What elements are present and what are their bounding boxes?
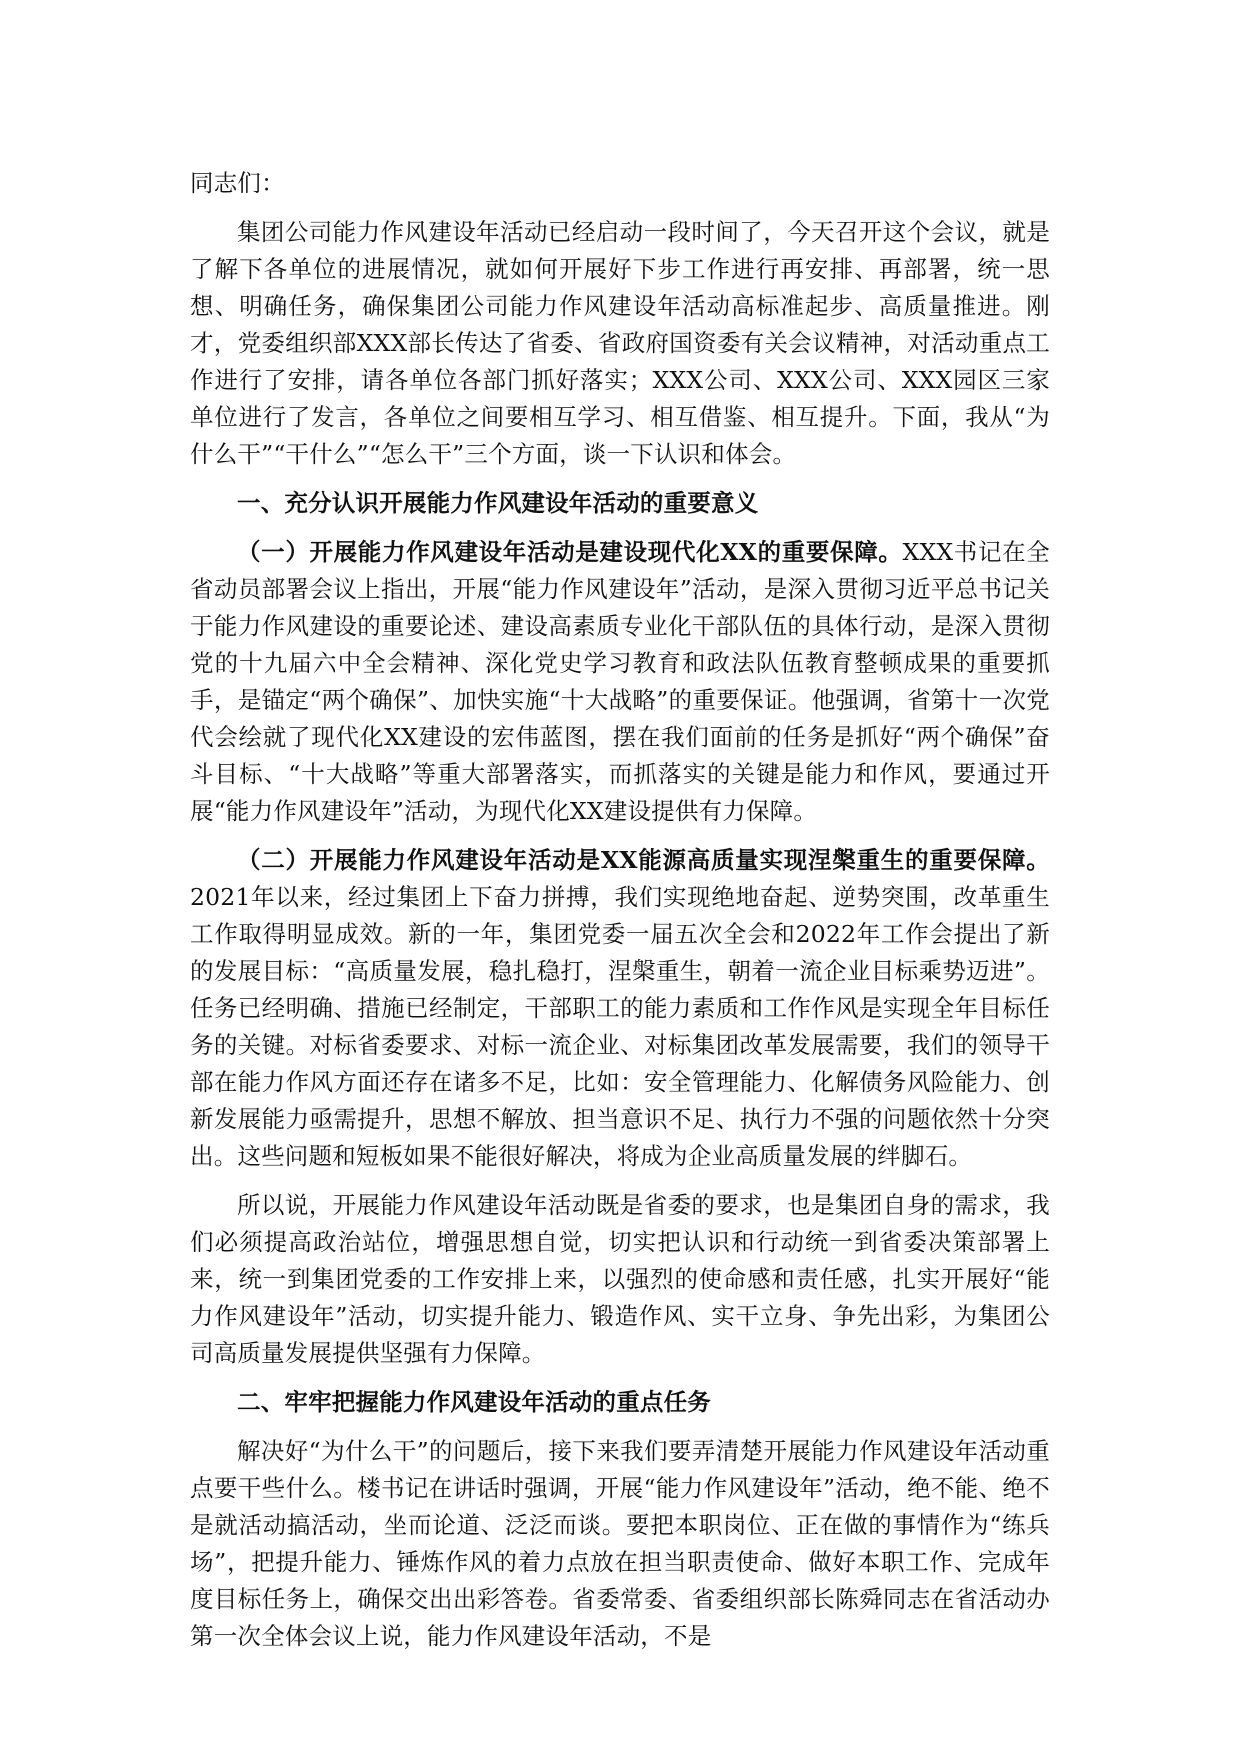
subsection-2-body: 2021年以来，经过集团上下奋力拼搏，我们实现绝地奋起、逆势突围，改革重生工作取得明显成效。新的一年，集团党委一届五次全会和2022年工作会提出了新的发展目标：“高质量发展，稳扎稳打，涅槃重生，朝着一流企业目标乘势迈进”。任务已经明确、措施已经制定，干部职工的能力素质和工作作风是实现全年目标任务的关键。对标省委要求、对标一流企业、对标集团改革发展需要，我们的领导干部在能力作风方面还存在诸多不足，比如：安全管理能力、化解债务风险能力、创新发展能力亟需提升，思想不解放、担当意识不足、执行力不强的问题依然十分突出。这些问题和短板如果不能很好解决，将成为企业高质量发展的绊脚石。 xyxy=(190,883,1050,1170)
subsection-1-body: XXX书记在全省动员部署会议上指出，开展“能力作风建设年”活动，是深入贯彻习近平总书记关于能力作风建设的重要论述、建设高素质专业化干部队伍的具体行动，是深入贯彻党的十九届六中全会精神、深化党史学习教育和政法队伍教育整顿成果的重要抓手，是锚定“两个确保”、加快实施“十大战略”的重要保证。他强调，省第十一次党代会绘就了现代化XX建设的宏伟蓝图，摆在我们面前的任务是抓好“两个确保”奋斗目标、“十大战略”等重大部署落实，而抓落实的关键是能力和作风，要通过开展“能力作风建设年”活动，为现代化XX建设提供有力保障。 xyxy=(190,538,1050,825)
section-heading-2: 二、牢牢把握能力作风建设年活动的重点任务 xyxy=(237,1388,711,1416)
subsection-2-paragraph xyxy=(190,842,1050,1175)
intro-paragraph: 集团公司能力作风建设年活动已经启动一段时间了，今天召开这个会议，就是了解下各单位的进展情况，就如何开展好下步工作进行再安排、再部署，统一思想、明确任务，确保集团公司能力作风建设年活动高标准起步、高质量推进。刚才，党委组织部XXX部长传达了省委、省政府国资委有关会议精神，对活动重点工作进行了安排，请各单位各部门抓好落实；XXX公司、XXX公司、XXX园区三家单位进行了发言，各单位之间要相互学习、相互借鉴、相互提升。下面，我从“为什么干”“干什么”“怎么干”三个方面，谈一下认识和体会。 xyxy=(190,218,1050,468)
greeting: 同志们： xyxy=(190,169,285,197)
document-page xyxy=(190,165,1050,1667)
subsection-1-lead: （一）开展能力作风建设年活动是建设现代化XX的重要保障。 xyxy=(237,538,903,566)
section-heading-1: 一、充分认识开展能力作风建设年活动的重要意义 xyxy=(237,489,759,517)
tasks-intro-paragraph: 解决好“为什么干”的问题后，接下来我们要弄清楚开展能力作风建设年活动重点要干些什么。楼书记在讲话时强调，开展“能力作风建设年”活动，绝不能、绝不是就活动搞活动，坐而论道、泛泛而谈。要把本职岗位、正在做的事情作为“练兵场”，把提升能力、锤炼作风的着力点放在担当职责使命、做好本职工作、完成年度目标任务上，确保交出出彩答卷。省委常委、省委组织部长陈舜同志在省活动办第一次全体会议上说，能力作风建设年活动，不是 xyxy=(190,1437,1050,1650)
subsection-1-paragraph xyxy=(190,534,1050,830)
subsection-2-lead: （二）开展能力作风建设年活动是XX能源高质量实现涅槃重生的重要保障。 xyxy=(237,846,1050,874)
summary-paragraph: 所以说，开展能力作风建设年活动既是省委的要求，也是集团自身的需求，我们必须提高政治站位，增强思想自觉，切实把认识和行动统一到省委决策部署上来，统一到集团党委的工作安排上来，以强烈的使命感和责任感，扎实开展好“能力作风建设年”活动，切实提升能力、锻造作风、实干立身、争先出彩，为集团公司高质量发展提供坚强有力保障。 xyxy=(190,1191,1050,1367)
